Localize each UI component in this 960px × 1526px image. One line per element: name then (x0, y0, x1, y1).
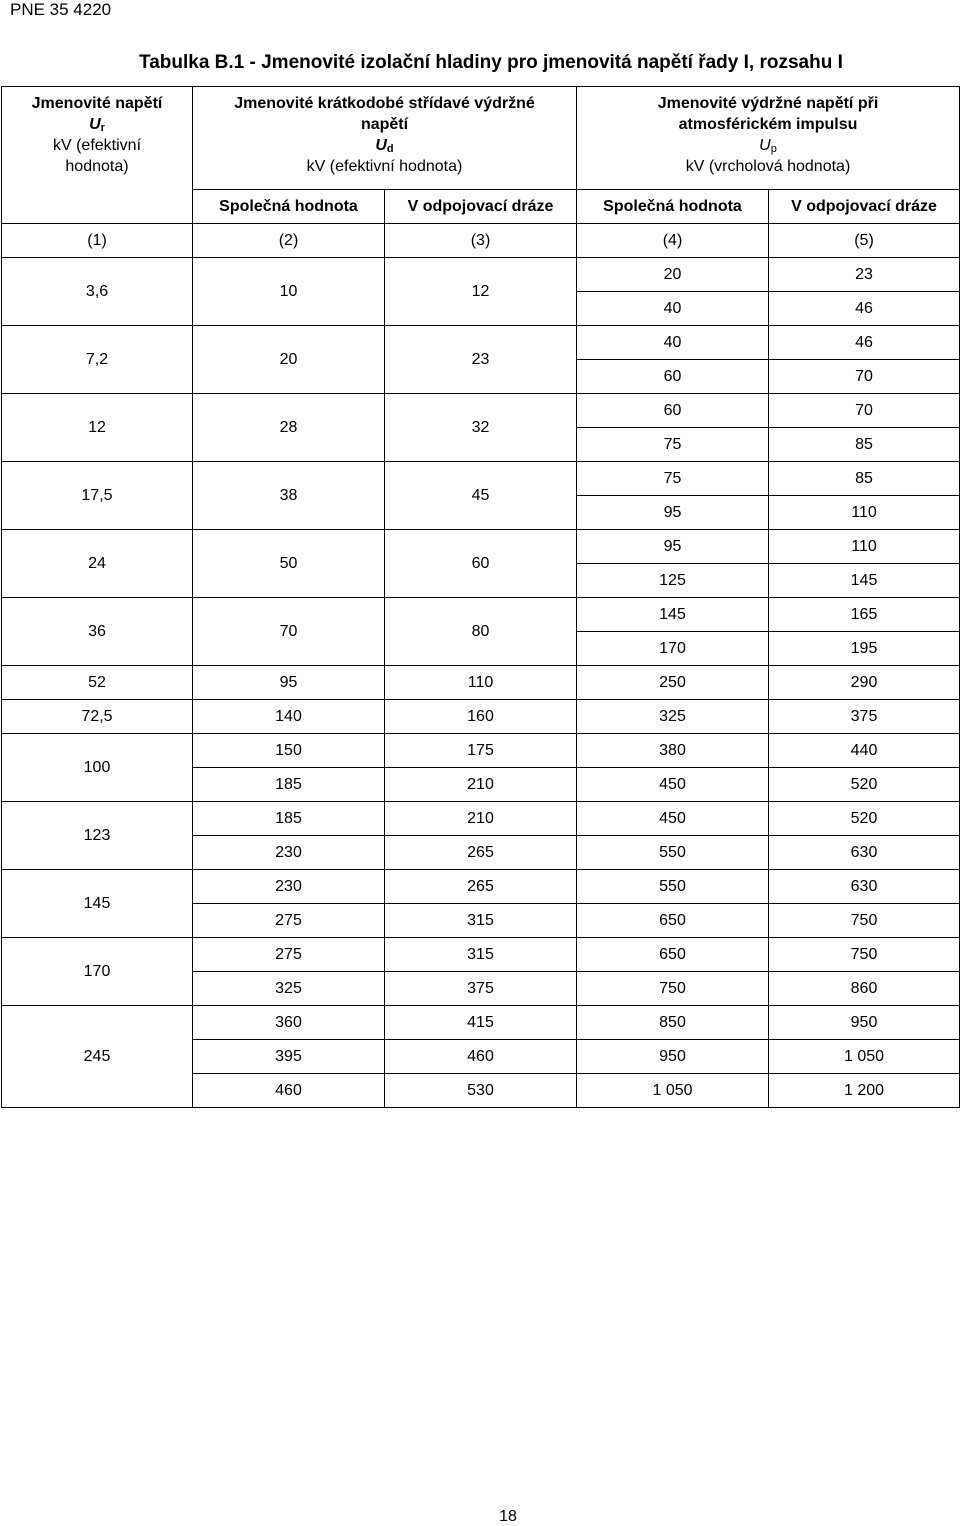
table-header-row (2, 87, 960, 190)
table-row (2, 938, 960, 972)
subheader-common-impulse: Společná hodnota (577, 190, 769, 224)
table-cell: 75 (577, 428, 769, 462)
table-cell: 395 (193, 1040, 385, 1074)
table-cell: 140 (193, 700, 385, 734)
table-cell: 85 (769, 428, 960, 462)
table-cell: 440 (769, 734, 960, 768)
table-cell: 630 (769, 870, 960, 904)
table-cell: 550 (577, 836, 769, 870)
table-cell: 145 (577, 598, 769, 632)
table-row (2, 462, 960, 496)
table-cell: 85 (769, 462, 960, 496)
table-cell: 40 (577, 292, 769, 326)
subheader-isolating-impulse: V odpojovací dráze (769, 190, 960, 224)
table-cell: 110 (769, 530, 960, 564)
table-cell: 75 (577, 462, 769, 496)
table-cell: 12 (2, 394, 193, 462)
table-cell: 520 (769, 768, 960, 802)
subheader-isolating-ac: V odpojovací dráze (385, 190, 577, 224)
table-cell: 750 (769, 938, 960, 972)
header-impulse-withstand: Jmenovité výdržné napětí při atmosférickém impulsu $U_p$ kV (vrcholová hodnota) (577, 87, 960, 190)
table-cell: 230 (193, 870, 385, 904)
table-cell: 23 (769, 258, 960, 292)
table-cell: 46 (769, 326, 960, 360)
table-cell: 7,2 (2, 326, 193, 394)
table-row (2, 1006, 960, 1040)
column-number: (1) (2, 224, 193, 258)
table-cell: 72,5 (2, 700, 193, 734)
table-cell: 1 050 (577, 1074, 769, 1108)
table-cell: 170 (2, 938, 193, 1006)
table-cell: 150 (193, 734, 385, 768)
table-cell: 450 (577, 802, 769, 836)
table-cell: 315 (385, 904, 577, 938)
document-code: PNE 35 4220 (10, 0, 112, 19)
table-row (2, 802, 960, 836)
table-cell: 123 (2, 802, 193, 870)
header-rated-voltage: Jmenovité napětí $U_r$ kV (efektivní hodnota) (2, 87, 193, 224)
table-cell: 550 (577, 870, 769, 904)
table-cell: 250 (577, 666, 769, 700)
table-cell: 265 (385, 870, 577, 904)
table-cell: 125 (577, 564, 769, 598)
table-cell: 185 (193, 802, 385, 836)
table-row (2, 734, 960, 768)
table-cell: 210 (385, 768, 577, 802)
table-cell: 325 (577, 700, 769, 734)
table-row (2, 258, 960, 292)
table-cell: 210 (385, 802, 577, 836)
table-cell: 10 (193, 258, 385, 326)
table-title: Tabulka B.1 - Jmenovité izolační hladiny pro jmenovitá napětí řady I, rozsahu I (139, 52, 843, 73)
table-cell: 23 (385, 326, 577, 394)
column-number: (5) (769, 224, 960, 258)
insulation-levels-table (1, 86, 960, 1108)
table-row (2, 598, 960, 632)
table-cell: 60 (385, 530, 577, 598)
table-row (2, 666, 960, 700)
table-cell: 50 (193, 530, 385, 598)
table-cell: 650 (577, 938, 769, 972)
page-number: 18 (499, 1508, 517, 1525)
table-cell: 650 (577, 904, 769, 938)
table-cell: 3,6 (2, 258, 193, 326)
table-cell: 1 050 (769, 1040, 960, 1074)
table-cell: 315 (385, 938, 577, 972)
table-cell: 195 (769, 632, 960, 666)
table-cell: 70 (193, 598, 385, 666)
table-row (2, 870, 960, 904)
table-cell: 630 (769, 836, 960, 870)
table-cell: 245 (2, 1006, 193, 1108)
table-cell: 36 (2, 598, 193, 666)
table-cell: 95 (577, 530, 769, 564)
table-cell: 95 (577, 496, 769, 530)
table-cell: 375 (385, 972, 577, 1006)
table-row (2, 700, 960, 734)
table-cell: 265 (385, 836, 577, 870)
table-cell: 185 (193, 768, 385, 802)
table-cell: 60 (577, 360, 769, 394)
table-cell: 40 (577, 326, 769, 360)
table-cell: 38 (193, 462, 385, 530)
table-cell: 145 (769, 564, 960, 598)
table-cell: 360 (193, 1006, 385, 1040)
table-cell: 165 (769, 598, 960, 632)
subheader-common-ac: Společná hodnota (193, 190, 385, 224)
table-cell: 70 (769, 360, 960, 394)
table-cell: 17,5 (2, 462, 193, 530)
table-cell: 850 (577, 1006, 769, 1040)
table-cell: 325 (193, 972, 385, 1006)
table-cell: 20 (193, 326, 385, 394)
table-cell: 290 (769, 666, 960, 700)
table-cell: 275 (193, 904, 385, 938)
table-cell: 950 (769, 1006, 960, 1040)
table-cell: 28 (193, 394, 385, 462)
table-cell: 230 (193, 836, 385, 870)
table-cell: 750 (769, 904, 960, 938)
table-cell: 415 (385, 1006, 577, 1040)
table-cell: 110 (769, 496, 960, 530)
table-cell: 70 (769, 394, 960, 428)
table-cell: 170 (577, 632, 769, 666)
table-cell: 145 (2, 870, 193, 938)
table-cell: 750 (577, 972, 769, 1006)
table-cell: 95 (193, 666, 385, 700)
table-row (2, 530, 960, 564)
table-row (2, 326, 960, 360)
table-cell: 52 (2, 666, 193, 700)
table-cell: 520 (769, 802, 960, 836)
table-cell: 80 (385, 598, 577, 666)
table-cell: 12 (385, 258, 577, 326)
column-number-row (2, 224, 960, 258)
table-cell: 45 (385, 462, 577, 530)
table-cell: 160 (385, 700, 577, 734)
table-cell: 460 (193, 1074, 385, 1108)
table-cell: 1 200 (769, 1074, 960, 1108)
header-ac-withstand: Jmenovité krátkodobé střídavé výdržné napětí $U_d$ kV (efektivní hodnota) (193, 87, 577, 190)
column-number: (3) (385, 224, 577, 258)
table-cell: 380 (577, 734, 769, 768)
table-cell: 950 (577, 1040, 769, 1074)
column-number: (4) (577, 224, 769, 258)
table-cell: 860 (769, 972, 960, 1006)
table-cell: 20 (577, 258, 769, 292)
table-cell: 375 (769, 700, 960, 734)
table-cell: 100 (2, 734, 193, 802)
table-cell: 60 (577, 394, 769, 428)
column-number: (2) (193, 224, 385, 258)
table-cell: 110 (385, 666, 577, 700)
table-cell: 24 (2, 530, 193, 598)
table-cell: 46 (769, 292, 960, 326)
table-row (2, 394, 960, 428)
table-cell: 450 (577, 768, 769, 802)
table-cell: 530 (385, 1074, 577, 1108)
table-cell: 32 (385, 394, 577, 462)
table-cell: 275 (193, 938, 385, 972)
table-cell: 175 (385, 734, 577, 768)
table-cell: 460 (385, 1040, 577, 1074)
